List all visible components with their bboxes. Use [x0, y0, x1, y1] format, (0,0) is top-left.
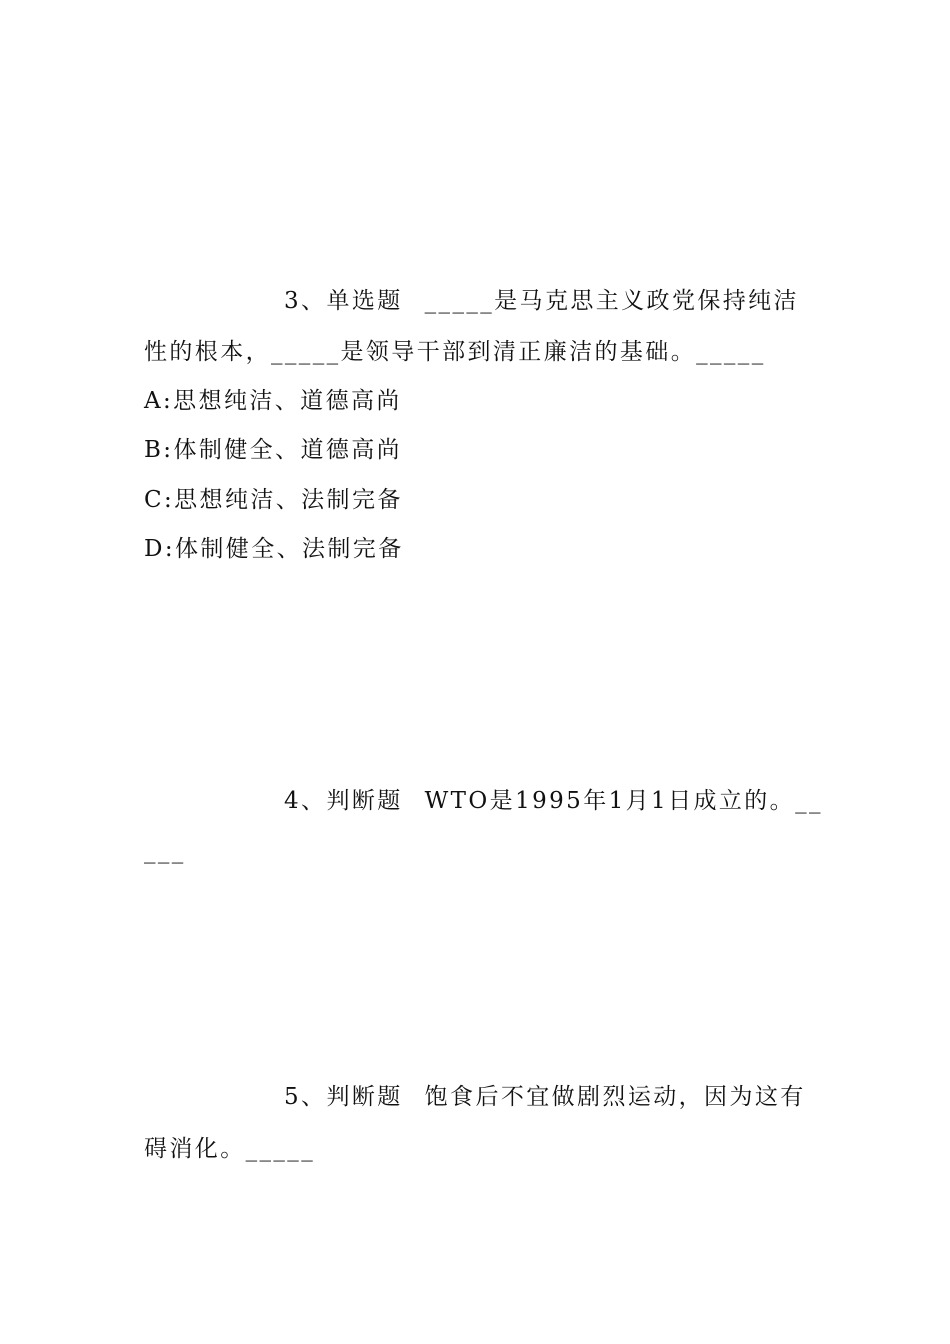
option-label: D:	[144, 536, 175, 562]
question-number: 5、	[284, 1084, 327, 1110]
question-number: 4、	[284, 788, 327, 814]
option-text: 体制健全、道德高尚	[173, 437, 403, 463]
question-type: 判断题	[326, 1084, 403, 1110]
question-5-stem-line-2: 碍消化。_____	[144, 1136, 316, 1162]
question-3-stem-line-1	[284, 286, 799, 316]
question-type: 判断题	[326, 788, 403, 814]
question-stem: _____是马克思主义政党保持纯洁	[424, 288, 799, 314]
question-number: 3、	[284, 288, 327, 314]
option-d	[144, 534, 404, 564]
option-label: B:	[144, 437, 174, 463]
option-text: 思想纯洁、法制完备	[174, 487, 403, 513]
option-b	[144, 435, 402, 465]
option-text: 体制健全、法制完备	[175, 536, 404, 562]
option-text: 思想纯洁、道德高尚	[173, 388, 402, 414]
question-4-stem-line-2: ___	[144, 838, 186, 864]
question-stem: WTO是1995年1月1日成立的。__	[424, 788, 823, 814]
option-a	[144, 386, 402, 416]
question-stem: 饱食后不宜做剧烈运动，因为这有	[424, 1084, 806, 1110]
question-4-stem-line-1	[284, 786, 823, 816]
option-c	[144, 485, 403, 515]
question-3-stem-line-2: 性的根本，_____是领导干部到清正廉洁的基础。_____	[144, 339, 766, 365]
question-type: 单选题	[326, 288, 403, 314]
question-5-stem-line-1	[284, 1082, 806, 1112]
option-label: C:	[144, 487, 175, 513]
option-label: A:	[144, 388, 174, 414]
